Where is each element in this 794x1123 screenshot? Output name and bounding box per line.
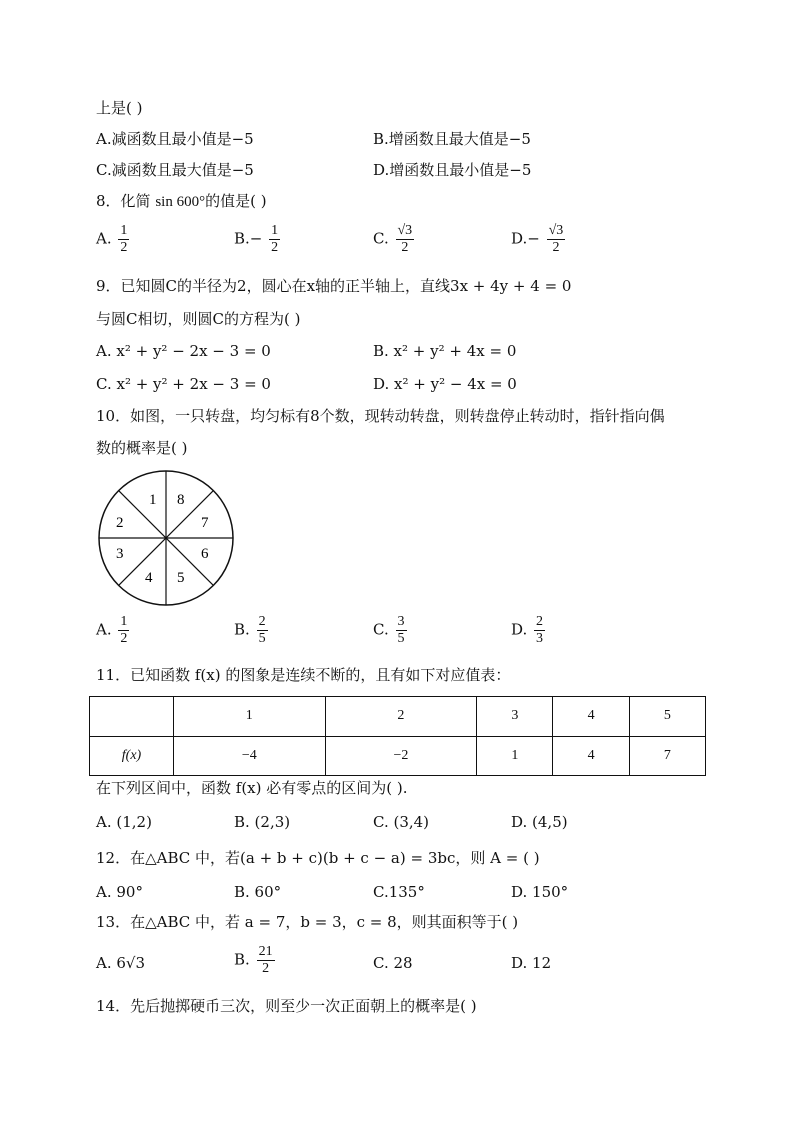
- wheel-number-1: 1: [149, 492, 157, 508]
- numerator: 21: [258, 944, 273, 959]
- q8-text-post: 的值是( ): [205, 192, 267, 210]
- q8-option-b-label: B.: [234, 229, 250, 248]
- wheel-number-5: 5: [177, 570, 185, 586]
- q10-option-b-fraction: [257, 614, 268, 647]
- q9-option-c: C. x² + y² + 2x − 3 = 0: [96, 375, 271, 393]
- numerator: 2: [258, 614, 266, 629]
- q8-text-pre: 化简: [120, 192, 151, 210]
- q12-option-d: D. 150°: [511, 883, 569, 901]
- q7-tail: 上是( ): [96, 99, 143, 117]
- denominator: 3: [536, 631, 544, 646]
- wheel-number-4: 4: [145, 570, 153, 586]
- table-cell: [90, 697, 174, 737]
- table-cell: −2: [325, 736, 477, 776]
- q10-option-a: [96, 614, 131, 647]
- q13-option-b-fraction: [257, 944, 275, 977]
- table-cell: 5: [629, 697, 705, 737]
- q12-option-a: A. 90°: [96, 883, 143, 901]
- q11-option-b: B. (2,3): [234, 813, 291, 831]
- table-cell: 1: [174, 697, 326, 737]
- value-table: [89, 696, 706, 776]
- q12-stem: 12．在△ABC 中，若(a + b + c)(b + c − a) = 3bc，则 A = ( ): [96, 849, 540, 867]
- q7-option-b: B.增函数且最大值是−5: [373, 130, 531, 148]
- q8-option-c: [373, 223, 416, 256]
- q8-option-c-fraction: [396, 223, 415, 256]
- q8-option-a-fraction: [118, 223, 129, 256]
- q8-option-c-label: C.: [373, 229, 389, 248]
- q7-option-c: C.减函数且最大值是−5: [96, 161, 254, 179]
- denominator: 2: [271, 240, 279, 255]
- q8-expression: sin 600°: [155, 194, 206, 210]
- q8-option-a-label: A.: [96, 229, 112, 248]
- denominator: 2: [262, 961, 270, 976]
- q13-option-d: D. 12: [511, 954, 552, 972]
- table-cell: 4: [553, 697, 629, 737]
- q12-option-c: C.135°: [373, 883, 425, 901]
- q12-option-b: B. 60°: [234, 883, 282, 901]
- numerator: 2: [536, 614, 544, 629]
- q8-option-d-sign: −: [527, 229, 540, 248]
- denominator: 5: [397, 631, 405, 646]
- q10-stem-line-2: 数的概率是( ): [96, 439, 188, 457]
- q8-stem: [96, 191, 267, 212]
- q11-option-a: A. (1,2): [96, 813, 152, 831]
- q10-option-c: [373, 614, 409, 647]
- numerator: 1: [120, 614, 128, 629]
- table-row: [90, 736, 706, 776]
- q14-stem: 14．先后抛掷硬币三次，则至少一次正面朝上的概率是( ): [96, 997, 477, 1015]
- numerator: √3: [548, 223, 564, 238]
- q7-option-d: D.增函数且最小值是−5: [373, 161, 532, 179]
- q10-stem-line-1: 10．如图，一只转盘，均匀标有8个数，现转动转盘，则转盘停止转动时，指针指向偶: [96, 407, 665, 425]
- table-cell: 1: [477, 736, 553, 776]
- spinner-wheel-figure: [96, 470, 236, 610]
- table-cell: 2: [325, 697, 477, 737]
- denominator: 2: [120, 240, 128, 255]
- denominator: 2: [552, 240, 560, 255]
- q10-option-b: [234, 614, 270, 647]
- q10-option-d-label: D.: [511, 620, 528, 639]
- q10-option-b-label: B.: [234, 620, 250, 639]
- q8-option-d-label: D.: [511, 229, 528, 248]
- denominator: 2: [120, 631, 128, 646]
- denominator: 2: [401, 240, 409, 255]
- q9-option-a: A. x² + y² − 2x − 3 = 0: [96, 342, 271, 360]
- wheel-number-6: 6: [201, 546, 209, 562]
- q13-stem: 13．在△ABC 中，若 a = 7，b = 3，c = 8，则其面积等于( ): [96, 913, 519, 931]
- table-row: [90, 697, 706, 737]
- q11-stem-line-2: 在下列区间中，函数 f(x) 必有零点的区间为( ).: [96, 779, 408, 797]
- q10-option-a-label: A.: [96, 620, 112, 639]
- q9-stem-line-1: 9．已知圆C的半径为2，圆心在x轴的正半轴上，直线3x + 4y + 4 = 0: [96, 277, 572, 295]
- q10-option-a-fraction: [118, 614, 129, 647]
- q13-option-c: C. 28: [373, 954, 413, 972]
- wheel-number-8: 8: [177, 492, 185, 508]
- table-cell: −4: [174, 736, 326, 776]
- table-cell: 7: [629, 736, 705, 776]
- wheel-number-7: 7: [201, 515, 209, 531]
- numerator: 1: [120, 223, 128, 238]
- q10-option-c-fraction: [396, 614, 407, 647]
- q13-option-b: [234, 944, 277, 977]
- q8-number: 8．: [96, 192, 121, 210]
- numerator: 3: [397, 614, 405, 629]
- q13-option-b-label: B.: [234, 950, 250, 969]
- q7-option-a: A.减函数且最小值是−5: [96, 130, 254, 148]
- numerator: 1: [271, 223, 279, 238]
- numerator: √3: [397, 223, 413, 238]
- q8-option-a: [96, 223, 131, 256]
- q8-option-b-fraction: [269, 223, 280, 256]
- denominator: 5: [258, 631, 266, 646]
- q8-option-b: [234, 223, 282, 256]
- wheel-number-2: 2: [116, 515, 124, 531]
- q9-stem-line-2: 与圆C相切，则圆C的方程为( ): [96, 310, 301, 328]
- q8-option-b-sign: −: [249, 229, 263, 248]
- table-cell: f(x): [90, 736, 174, 776]
- q11-option-d: D. (4,5): [511, 813, 568, 831]
- wheel-number-3: 3: [116, 546, 124, 562]
- q10-option-c-label: C.: [373, 620, 389, 639]
- q9-option-d: D. x² + y² − 4x = 0: [373, 375, 517, 393]
- q10-option-d-fraction: [534, 614, 545, 647]
- q13-option-a: A. 6√3: [96, 954, 146, 972]
- table-cell: 3: [477, 697, 553, 737]
- table-cell: 4: [553, 736, 629, 776]
- q8-option-d-fraction: [547, 223, 566, 256]
- q11-option-c: C. (3,4): [373, 813, 430, 831]
- q11-stem-line-1: 11．已知函数 f(x) 的图象是连续不断的，且有如下对应值表：: [96, 666, 511, 684]
- q8-option-d: [511, 223, 567, 256]
- q9-option-b: B. x² + y² + 4x = 0: [373, 342, 517, 360]
- q10-option-d: [511, 614, 547, 647]
